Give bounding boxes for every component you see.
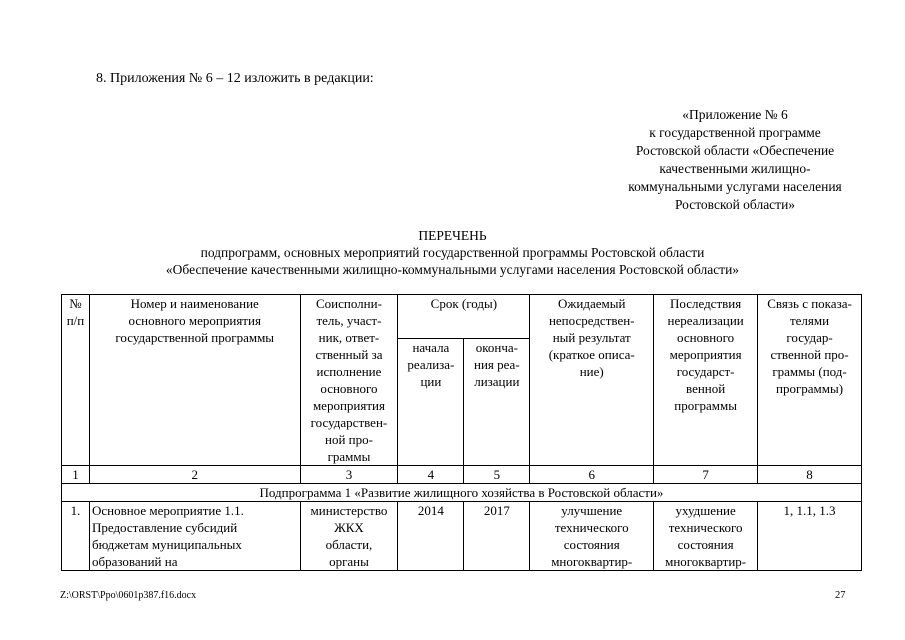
header-row-1 [62,295,862,339]
title-heading: ПЕРЕЧЕНЬ [418,228,487,243]
row-name: Основное мероприятие 1.1. Предоставление субсидий бюджетам муниципальных образований на [89,502,300,571]
row-consequences: ухудшение технического состояния многоквартир- [654,502,758,571]
header-name: Номер и наименование основного мероприятия государственной программы [89,295,300,466]
row-start: 2014 [398,502,464,571]
row-result: улучшение технического состояния многоквартир- [530,502,654,571]
header-end: оконча- ния реа- лизации [464,338,530,465]
header-num: № п/п [62,295,90,466]
appendix-header: «Приложение № 6 к государственной программе Ростовской области «Обеспечение качественными жилищно- коммунальными услугами населения Ростовской области» [628,107,842,212]
subprogram-row [62,484,862,502]
document-title [0,227,905,278]
column-number: 8 [758,466,862,484]
title-line-2: «Обеспечение качественными жилищно-коммунальными услугами населения Ростовской области» [165,262,740,277]
column-numbers-row [62,466,862,484]
column-number: 1 [62,466,90,484]
header-consequences: Последствия нереализации основного мероприятия государст- венной программы [654,295,758,466]
column-number: 7 [654,466,758,484]
intro-text: 8. Приложения № 6 – 12 изложить в редакции: [96,71,374,86]
column-number: 3 [300,466,398,484]
column-number: 5 [464,466,530,484]
subprogram-title: Подпрограмма 1 «Развитие жилищного хозяйства в Ростовской области» [62,484,862,502]
row-num: 1. [62,502,90,571]
column-number: 6 [530,466,654,484]
header-result: Ожидаемый непосредствен- ный результат (краткое описа- ние) [530,295,654,466]
table-row [62,502,862,571]
measures-table [61,294,862,571]
header-link: Связь с показа- телями государ- ственной про- граммы (под- программы) [758,295,862,466]
footer-page-number: 27 [835,590,846,601]
header-start: начала реализа- ции [398,338,464,465]
footer-file-path: Z:\ORST\Ppo\0601p387.f16.docx [60,590,197,601]
header-coexecutor: Соисполни- тель, участ- ник, ответ- ственный за исполнение основного мероприятия государствен- ной про- граммы [300,295,398,466]
row-coexecutor: министерство ЖКХ области, органы [300,502,398,571]
column-number: 2 [89,466,300,484]
header-term: Срок (годы) [398,295,530,339]
row-link: 1, 1.1, 1.3 [758,502,862,571]
title-line-1: подпрограмм, основных мероприятий государственной программы Ростовской области [200,245,705,260]
column-number: 4 [398,466,464,484]
row-end: 2017 [464,502,530,571]
